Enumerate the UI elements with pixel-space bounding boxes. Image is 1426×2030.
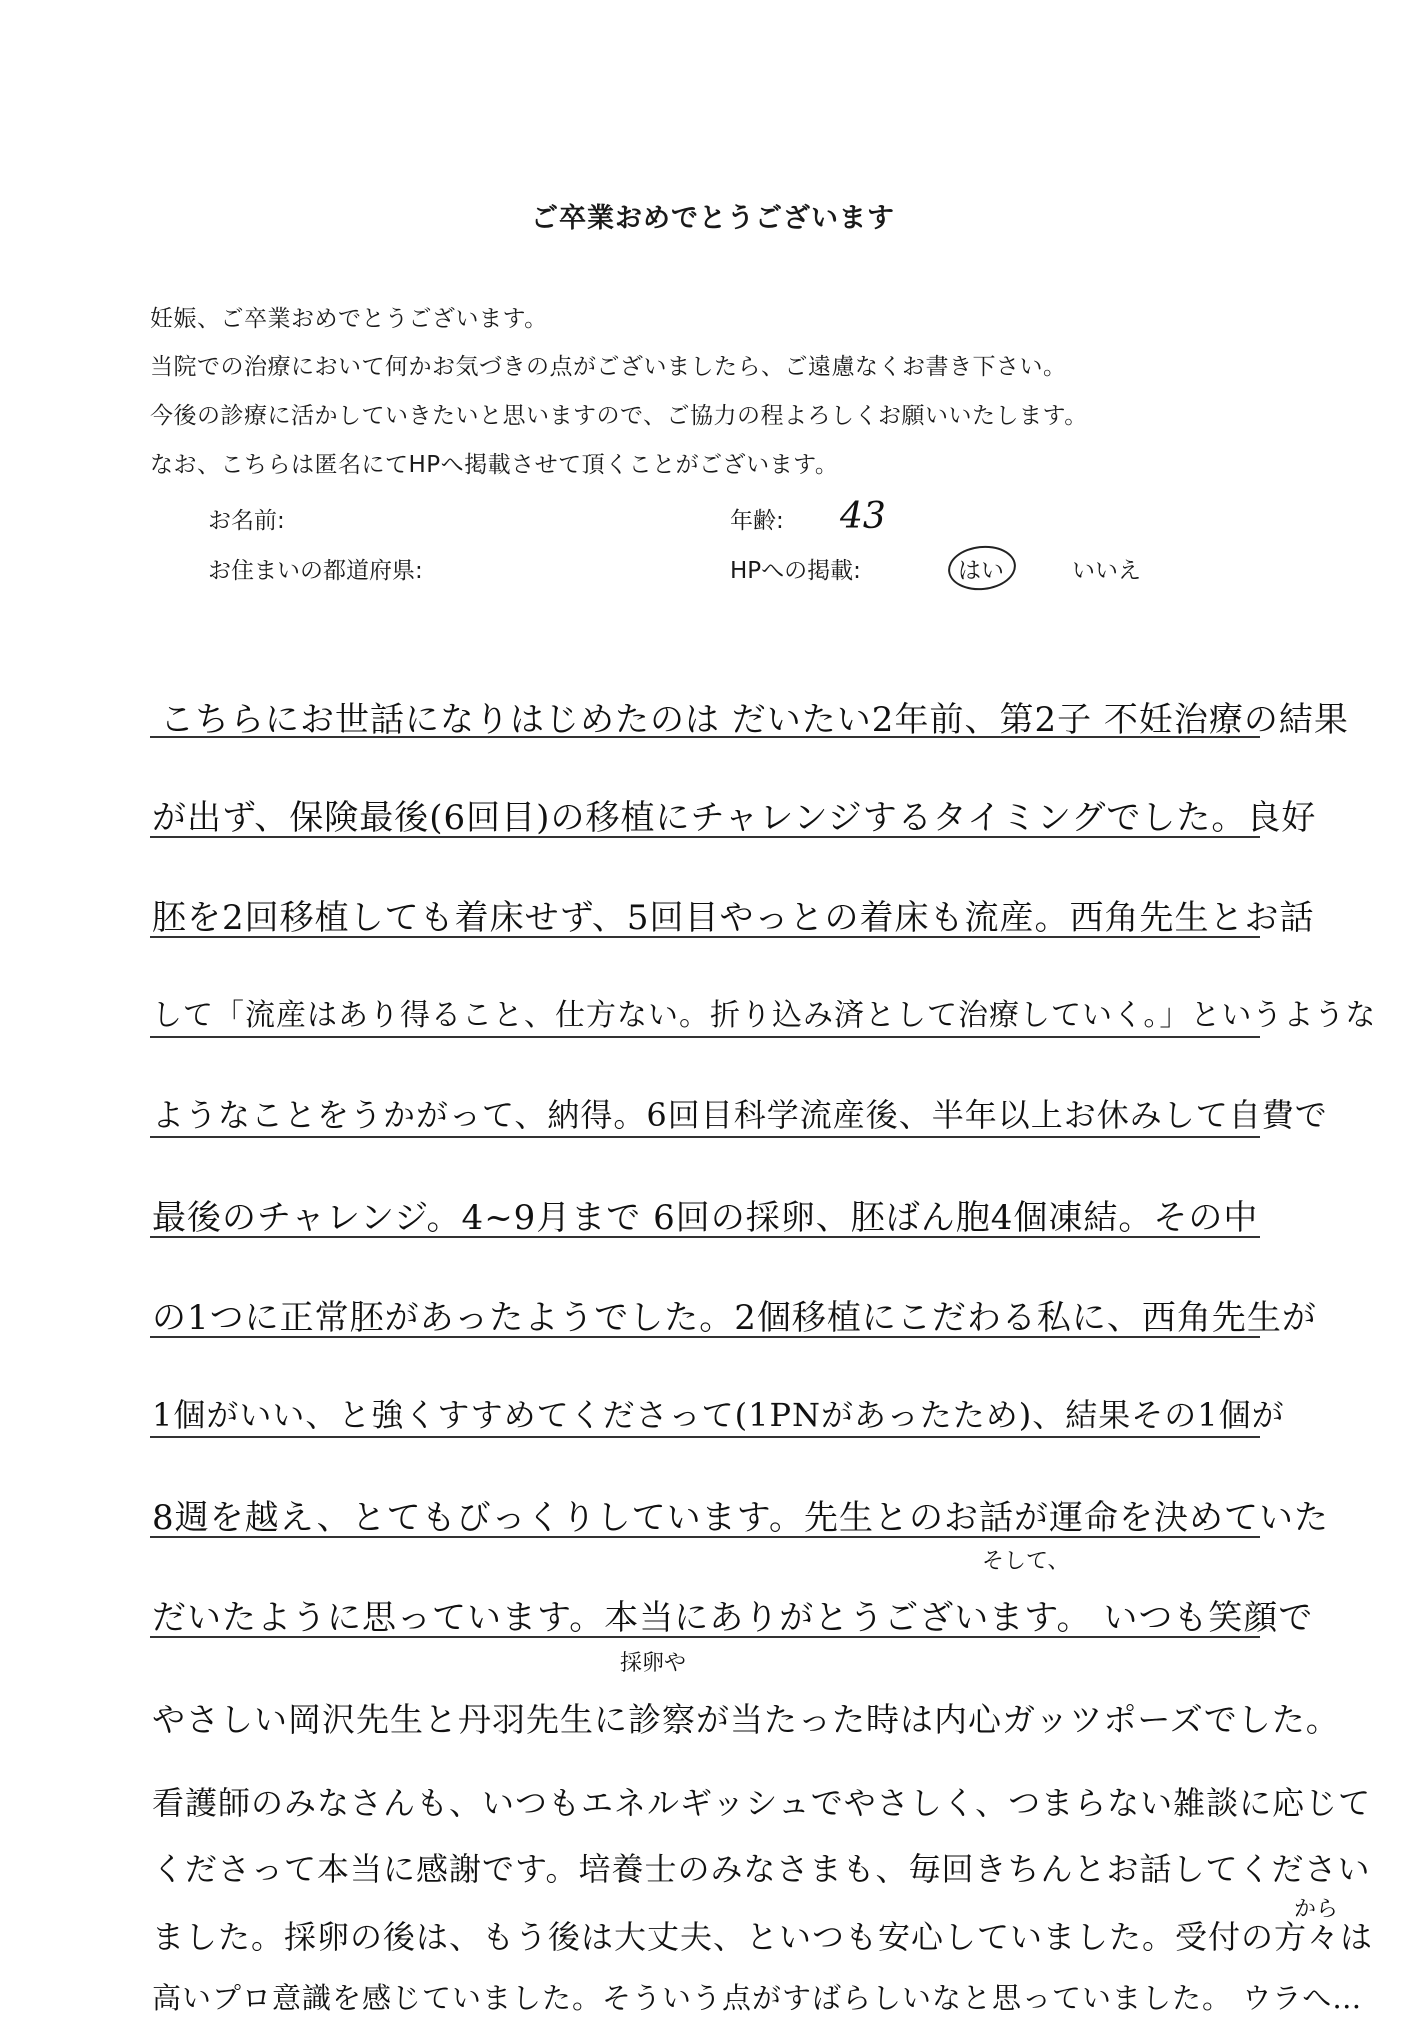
message-line-4: して「流産はあり得ること、仕方ない。折り込み済として治療していく。」というような	[152, 998, 1377, 1033]
message-line-11: やさしい岡沢先生と丹羽先生に診察が当たった時は内心ガッツポーズでした。	[152, 1700, 1340, 1739]
page-title: ご卒業おめでとうございます	[531, 203, 895, 234]
hp-consent-yes: はい	[958, 558, 1004, 584]
message-line-9: 8週を越え、とてもびっくりしています。先生とのお話が運命を決めていた	[152, 1498, 1329, 1538]
hp-consent-label: HPへの掲載:	[730, 558, 861, 584]
intro-line-3: 今後の診療に活かしていきたいと思いますので、ご協力の程よろしくお願いいたします。	[150, 403, 1088, 429]
ruled-line	[150, 1636, 1260, 1638]
message-line-3: 胚を2回移植しても着床せず、5回目やっとの着床も流産。西角先生とお話	[152, 898, 1315, 938]
intro-line-1: 妊娠、ご卒業おめでとうございます。	[150, 306, 548, 332]
ruled-line	[150, 936, 1260, 938]
annotation-kara: から	[1294, 1897, 1339, 1922]
hp-consent-yes-circle	[946, 543, 1018, 594]
age-label: 年齢:	[730, 508, 784, 534]
ruled-line	[150, 1336, 1260, 1338]
intro-line-2: 当院での治療において何かお気づきの点がございましたら、ご遠慮なくお書き下さい。	[150, 354, 1067, 380]
message-line-7: の1つに正常胚があったようでした。2個移植にこだわる私に、西角先生が	[152, 1298, 1317, 1338]
message-line-13: くださって本当に感謝です。培養士のみなさまも、毎回きちんとお話してください	[152, 1850, 1371, 1888]
message-line-14: ました。採卵の後は、もう後は大丈夫、といつも安心していました。受付の方々は	[152, 1918, 1374, 1956]
message-line-15: 高いプロ意識を感じていました。そういう点がすばらしいなと思っていました。 ウラへ…	[152, 1981, 1363, 2015]
ruled-line	[150, 1136, 1260, 1138]
message-line-6: 最後のチャレンジ。4~9月まで 6回の採卵、胚ばん胞4個凍結。その中	[152, 1198, 1259, 1238]
annotation-sairan-ya: 採卵や	[620, 1651, 687, 1676]
annotation-soshite: そして、	[982, 1549, 1070, 1574]
ruled-line	[150, 1236, 1260, 1238]
message-line-5: ようなことをうかがって、納得。6回目科学流産後、半年以上お休みして自費で	[152, 1096, 1328, 1134]
message-line-10: だいたように思っています。本当にありがとうございます。 いつも笑顔で	[152, 1598, 1314, 1638]
age-value: 43	[840, 496, 886, 537]
intro-line-4: なお、こちらは匿名にてHPへ掲載させて頂くことがございます。	[150, 452, 839, 478]
message-line-12: 看護師のみなさんも、いつもエネルギッシュでやさしく、つまらない雑談に応じて	[152, 1784, 1372, 1822]
message-line-8: 1個がいい、と強くすすめてくださって(1PNがあったため)、結果その1個が	[152, 1396, 1285, 1434]
ruled-line	[150, 1536, 1260, 1538]
message-line-2: が出ず、保険最後(6回目)の移植にチャレンジするタイミングでした。良好	[152, 798, 1317, 838]
message-line-1: こちらにお世話になりはじめたのは だいたい2年前、第2子 不妊治療の結果	[160, 700, 1349, 740]
ruled-line	[150, 1036, 1260, 1038]
name-label: お名前:	[208, 508, 285, 534]
ruled-line	[150, 1436, 1260, 1438]
hp-consent-no: いいえ	[1072, 558, 1141, 584]
prefecture-label: お住まいの都道府県:	[208, 558, 423, 584]
ruled-line	[150, 836, 1260, 838]
ruled-line	[150, 736, 1260, 738]
